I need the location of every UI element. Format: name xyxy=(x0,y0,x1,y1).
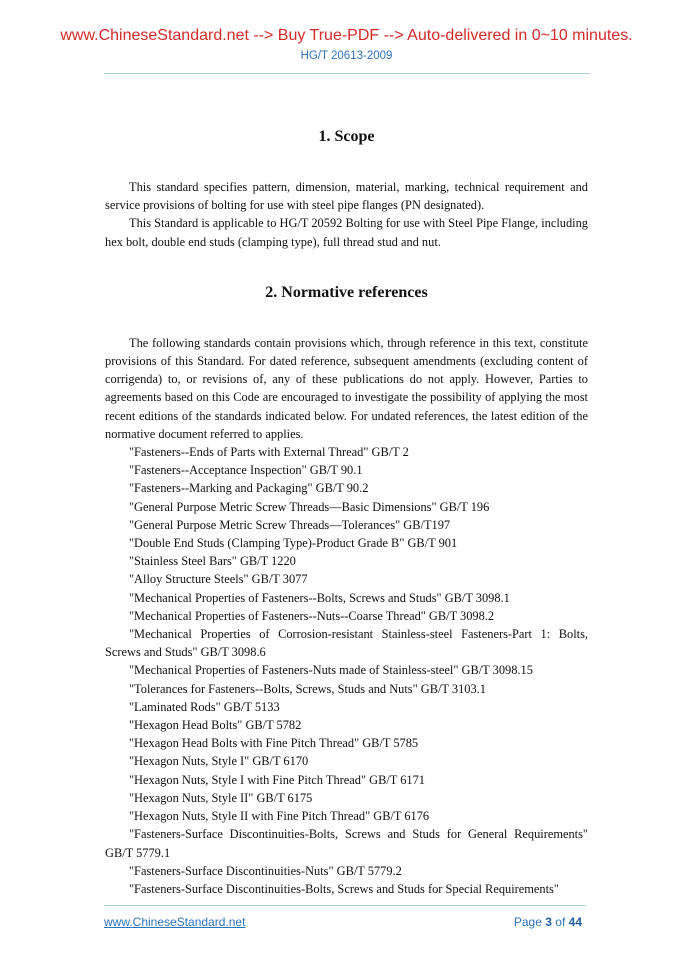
document-body xyxy=(105,126,588,898)
reference-item: "Hexagon Nuts, Style I" GB/T 6170 xyxy=(129,754,309,769)
page-total: 44 xyxy=(568,915,582,929)
reference-item: "General Purpose Metric Screw Threads—Tolerances" GB/T197 xyxy=(129,517,451,532)
reference-item: "Fasteners-Surface Discontinuities-Bolts, Screws and Studs for General Requirements" GB/T 5779.1 xyxy=(105,827,588,860)
reference-item: "Mechanical Properties of Fasteners--Bolts, Screws and Studs" GB/T 3098.1 xyxy=(129,590,510,605)
reference-item: "Hexagon Nuts, Style II with Fine Pitch Thread" GB/T 6176 xyxy=(129,809,430,824)
section-title-normative-references: 2. Normative references xyxy=(265,283,428,301)
standard-code: HG/T 20613-2009 xyxy=(300,50,393,62)
section-title-scope: 1. Scope xyxy=(318,128,375,145)
scope-paragraph: This Standard is applicable to HG/T 20592 Bolting for use with Steel Pipe Flange, including hex bolt, double end studs (clamping type), full thread stud and nut. xyxy=(105,216,588,249)
scope-paragraph: This standard specifies pattern, dimension, material, marking, technical requirement and service provisions of bolting for use with steel pipe flanges (PN designated). xyxy=(105,180,588,213)
reference-item: "Double End Studs (Clamping Type)-Product Grade B" GB/T 901 xyxy=(129,536,458,551)
reference-item: "Alloy Structure Steels" GB/T 3077 xyxy=(129,572,308,587)
page-of: of xyxy=(555,915,566,929)
normative-intro-paragraph: The following standards contain provisions which, through reference in this text, constitute provisions of this Standard. For dated reference, subsequent amendments (excluding content of corrigenda) to, or revisions of, any of these publications do not apply. However, Parties to agreements based on this Code are encouraged to investigate the possibility of applying the most recent editions of the standards indicated below. For undated references, the latest edition of the normative document referred to applies. xyxy=(105,335,588,441)
reference-item: "Fasteners-Surface Discontinuities-Bolts, Screws and Studs for Special Requirements" xyxy=(129,881,559,896)
reference-item: "Fasteners--Marking and Packaging" GB/T 90.2 xyxy=(129,481,369,496)
reference-list xyxy=(105,443,588,898)
reference-item: "Mechanical Properties of Fasteners--Nuts--Coarse Thread" GB/T 3098.2 xyxy=(129,608,495,623)
reference-item: "Fasteners--Ends of Parts with External Thread" GB/T 2 xyxy=(129,445,409,460)
page-indicator xyxy=(514,915,582,929)
footer-divider xyxy=(104,905,586,906)
reference-item: "Hexagon Head Bolts" GB/T 5782 xyxy=(129,718,302,733)
reference-item: "General Purpose Metric Screw Threads—Basic Dimensions" GB/T 196 xyxy=(129,499,490,514)
page-current: 3 xyxy=(545,915,552,929)
reference-item: "Hexagon Nuts, Style I with Fine Pitch Thread" GB/T 6171 xyxy=(129,772,425,787)
reference-item: "Mechanical Properties of Corrosion-resistant Stainless-steel Fasteners-Part 1: Bolts, Screws and Studs" GB/T 3098.6 xyxy=(105,627,588,660)
reference-item: "Fasteners--Acceptance Inspection" GB/T 90.1 xyxy=(129,463,363,478)
reference-item: "Hexagon Nuts, Style II" GB/T 6175 xyxy=(129,790,313,805)
reference-item: "Fasteners-Surface Discontinuities-Nuts" GB/T 5779.2 xyxy=(129,863,402,878)
reference-item: "Hexagon Head Bolts with Fine Pitch Thread" GB/T 5785 xyxy=(129,736,419,751)
promo-banner[interactable]: www.ChineseStandard.net --> Buy True-PDF --> Auto-delivered in 0~10 minutes. xyxy=(60,27,633,44)
header-divider xyxy=(104,73,590,74)
reference-item: "Stainless Steel Bars" GB/T 1220 xyxy=(129,554,296,569)
footer-site-link[interactable]: www.ChineseStandard.net xyxy=(104,915,246,929)
page-prefix: Page xyxy=(513,915,542,929)
reference-item: "Laminated Rods" GB/T 5133 xyxy=(129,699,280,714)
reference-item: "Tolerances for Fasteners--Bolts, Screws, Studs and Nuts" GB/T 3103.1 xyxy=(129,681,486,696)
reference-item: "Mechanical Properties of Fasteners-Nuts made of Stainless-steel" GB/T 3098.15 xyxy=(129,663,533,678)
